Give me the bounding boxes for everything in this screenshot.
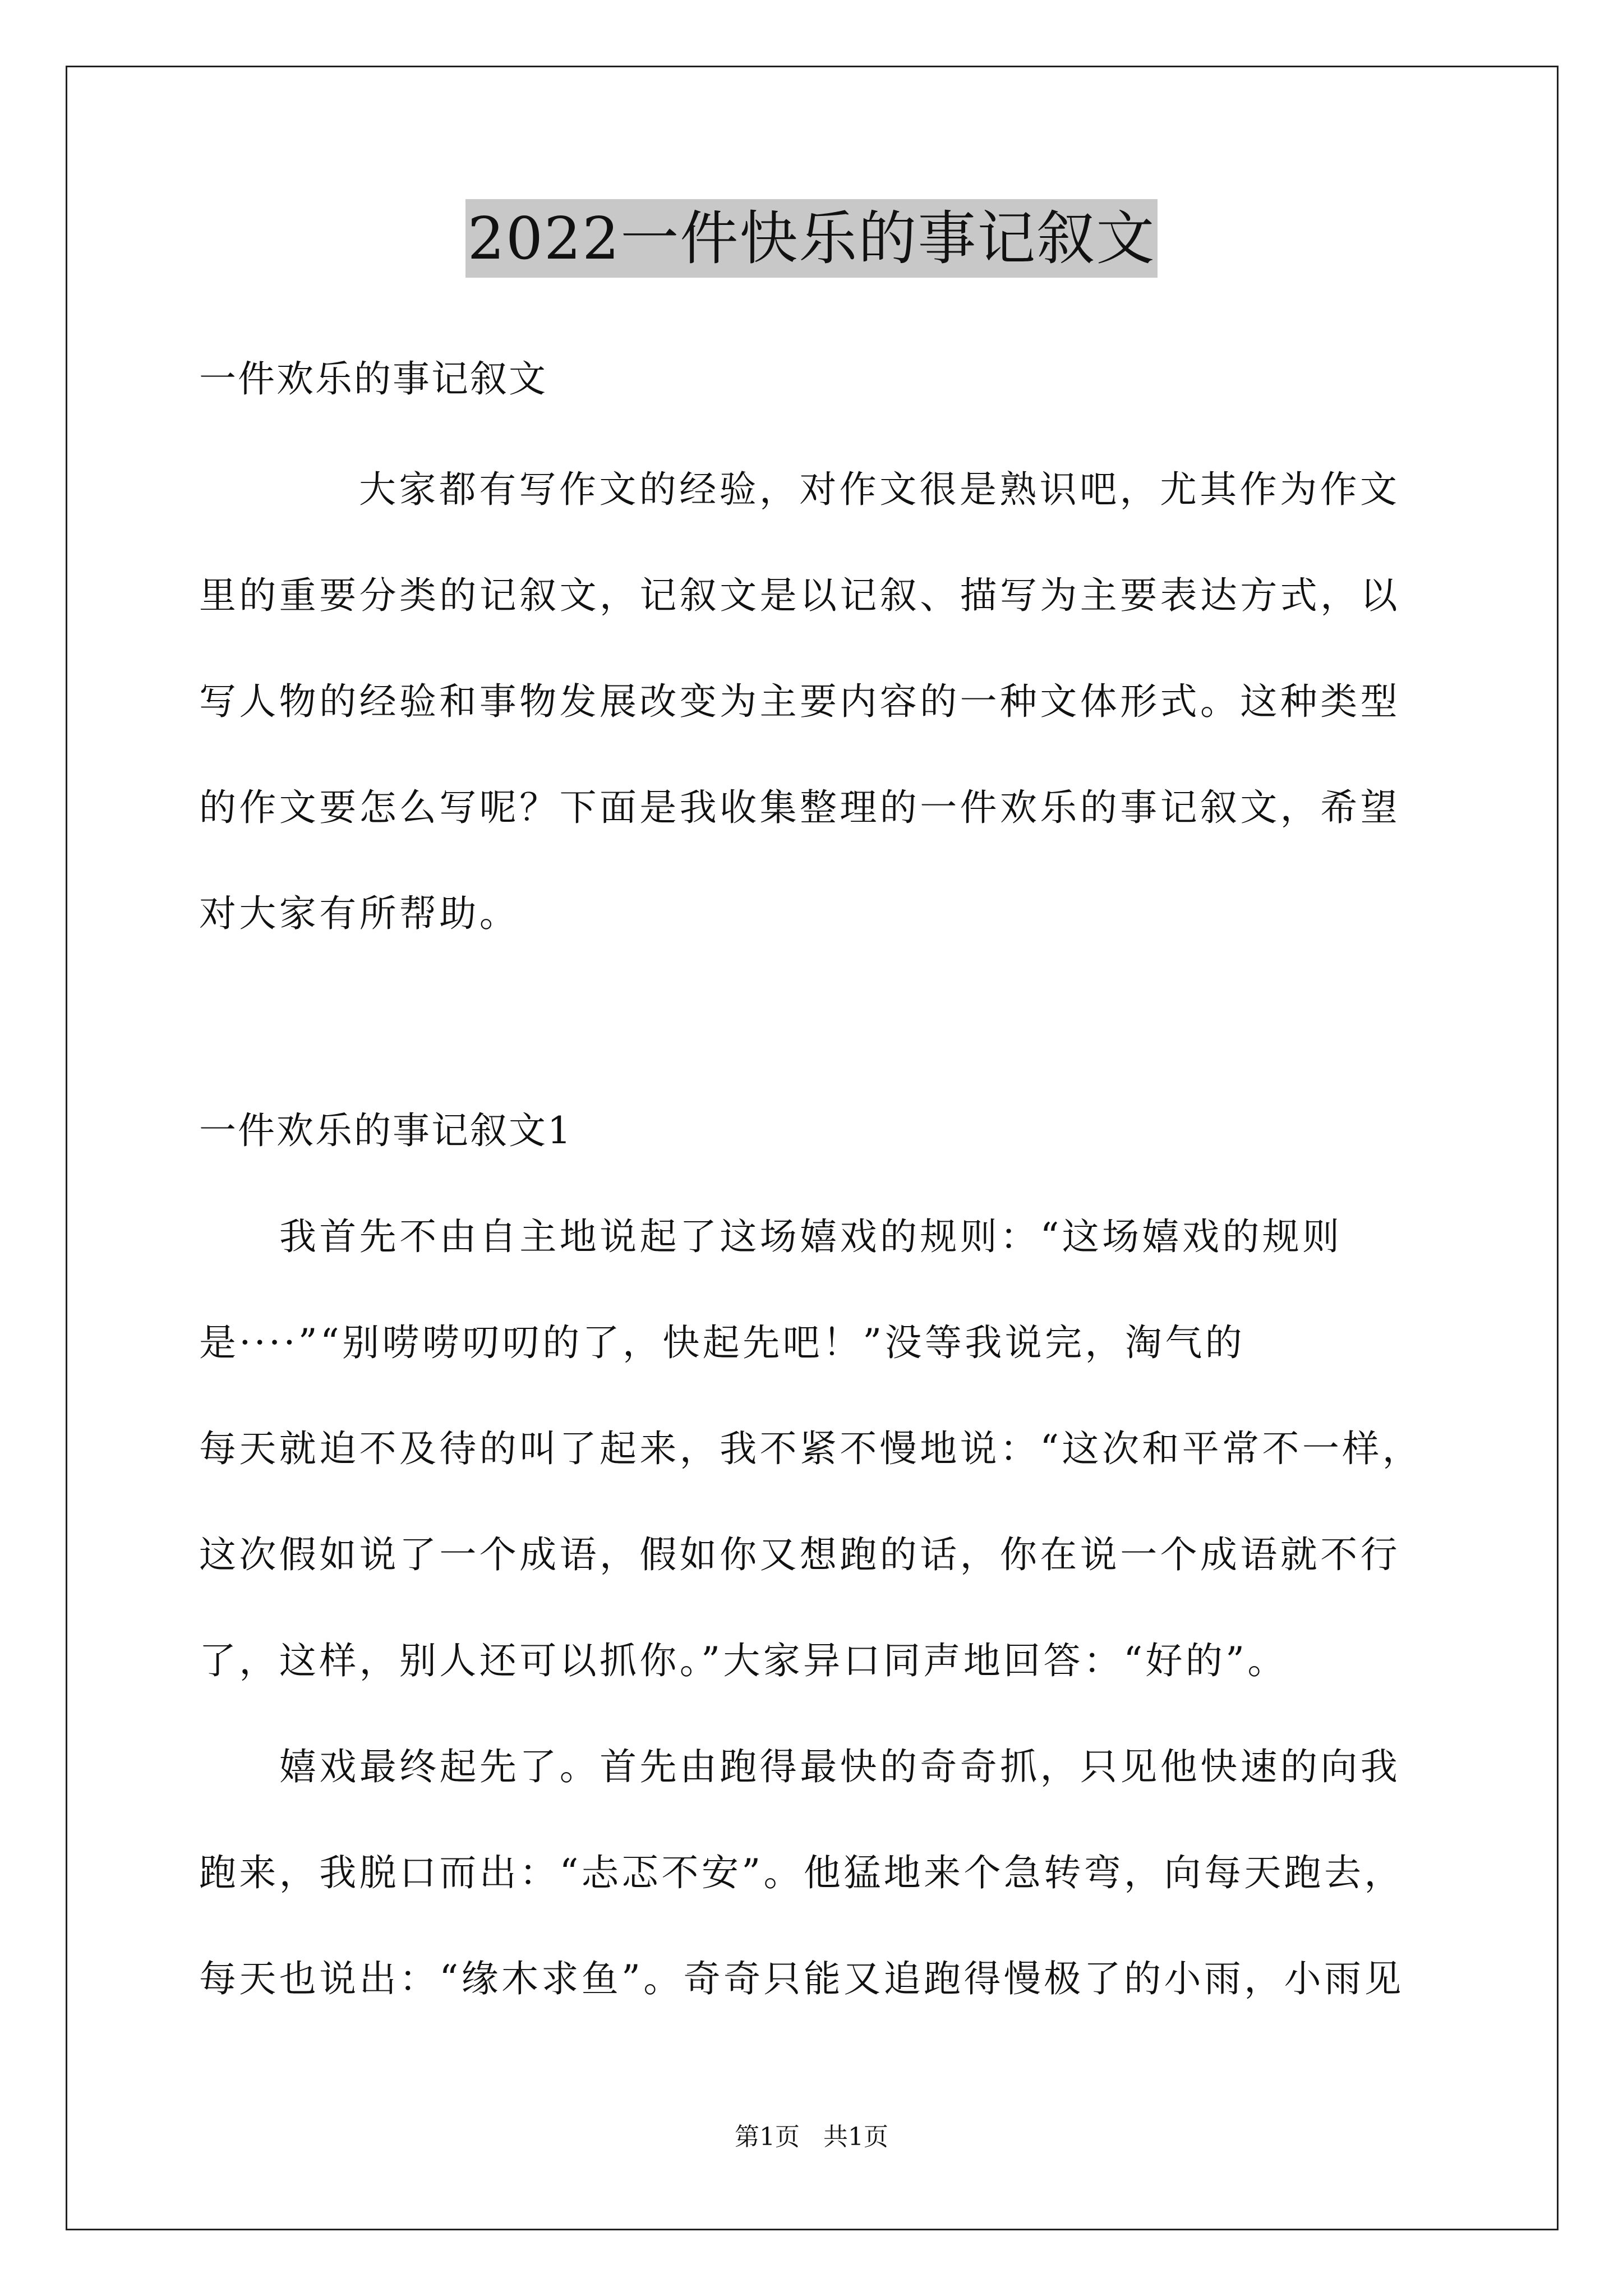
intro-line-1: 大家都有写作文的经验，对作文很是熟识吧，尤其作为作文	[359, 468, 1400, 511]
body-line-1: 我首先不由自主地说起了这场嬉戏的规则：“这场嬉戏的规则	[279, 1215, 1343, 1258]
intro-line-4: 的作文要怎么写呢？下面是我收集整理的一件欢乐的事记叙文，希望	[199, 786, 1400, 829]
body-line-4: 这次假如说了一个成语，假如你又想跑的话，你在说一个成语就不行	[199, 1533, 1400, 1576]
page-number: 第1页	[735, 2123, 800, 2151]
intro-line-5: 对大家有所帮助。	[199, 892, 520, 935]
body-line-8: 每天也说出：“缘木求鱼”。奇奇只能又追跑得慢极了的小雨，小雨见	[199, 1957, 1404, 2000]
body-line-5: 了，这样，别人还可以抓你。”大家异口同声地回答：“好的”。	[199, 1639, 1288, 1682]
body-line-7: 跑来，我脱口而出：“忐忑不安”。他猛地来个急转弯，向每天跑去，	[199, 1851, 1404, 1894]
subtitle: 一件欢乐的事记叙文	[199, 357, 547, 401]
page-total: 共1页	[823, 2123, 888, 2151]
page-footer	[0, 2120, 1623, 2154]
section-heading: 一件欢乐的事记叙文1	[199, 1109, 573, 1152]
body-line-3: 每天就迫不及待的叫了起来，我不紧不慢地说：“这次和平常不一样，	[199, 1427, 1423, 1470]
body-line-2: 是····”“别唠唠叨叨的了，快起先吧！”没等我说完，淘气的	[199, 1321, 1246, 1364]
intro-line-2: 里的重要分类的记叙文，记叙文是以记叙、描写为主要表达方式，以	[199, 574, 1400, 617]
document-title: 2022一件快乐的事记叙文	[465, 199, 1158, 278]
body-line-6: 嬉戏最终起先了。首先由跑得最快的奇奇抓，只见他快速的向我	[279, 1745, 1401, 1788]
title-wrap	[0, 199, 1623, 278]
intro-line-3: 写人物的经验和事物发展改变为主要内容的一种文体形式。这种类型	[199, 680, 1400, 723]
